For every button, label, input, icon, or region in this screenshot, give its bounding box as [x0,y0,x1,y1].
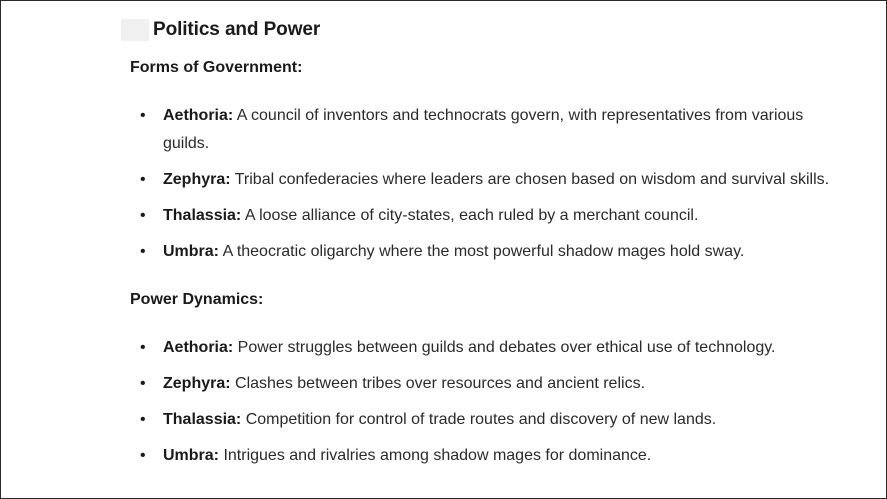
list-item-term: Umbra: [163,447,220,464]
bullet-icon: • [140,243,146,260]
bullet-icon: • [140,447,146,464]
list-item [138,238,838,266]
bullet-icon: • [140,207,146,224]
list-item-text: Tribal confederacies where leaders are chosen based on wisdom and survival skills. [230,171,830,188]
bullet-icon: • [140,411,146,428]
list-item [138,166,838,194]
list-item-term: Thalassia: [163,207,242,224]
section-title-power: Power Dynamics: [130,291,264,308]
list-item-text: A loose alliance of city-states, each ruled by a merchant council. [241,207,699,224]
list-item [138,370,838,398]
list-item-text: A theocratic oligarchy where the most powerful shadow mages hold sway. [219,243,745,260]
section-title-government: Forms of Government: [130,59,303,76]
bullet-icon: • [140,375,146,392]
page-heading [121,16,320,44]
bullet-icon: • [140,107,146,124]
list-item [138,442,838,470]
list-item-text: A council of inventors and technocrats govern, with representatives from various guilds. [163,107,804,152]
list-item [138,406,838,434]
list-item-term: Aethoria: [163,339,234,356]
list-item-term: Zephyra: [163,375,231,392]
list-item-text: Clashes between tribes over resources and ancient relics. [230,375,646,392]
list-item-text: Competition for control of trade routes and discovery of new lands. [241,411,717,428]
government-list [138,102,838,274]
list-item-term: Aethoria: [163,107,234,124]
list-item-term: Zephyra: [163,171,231,188]
power-list [138,334,838,478]
list-item-term: Umbra: [163,243,220,260]
list-item [138,334,838,362]
bullet-icon: • [140,171,146,188]
list-item-text: Intrigues and rivalries among shadow mages for dominance. [219,447,652,464]
list-item-term: Thalassia: [163,411,242,428]
list-item-text: Power struggles between guilds and debates over ethical use of technology. [233,339,776,356]
list-item [138,102,838,158]
page-title: Politics and Power [153,19,321,40]
bullet-icon: • [140,339,146,356]
page-icon [121,19,149,41]
list-item [138,202,838,230]
